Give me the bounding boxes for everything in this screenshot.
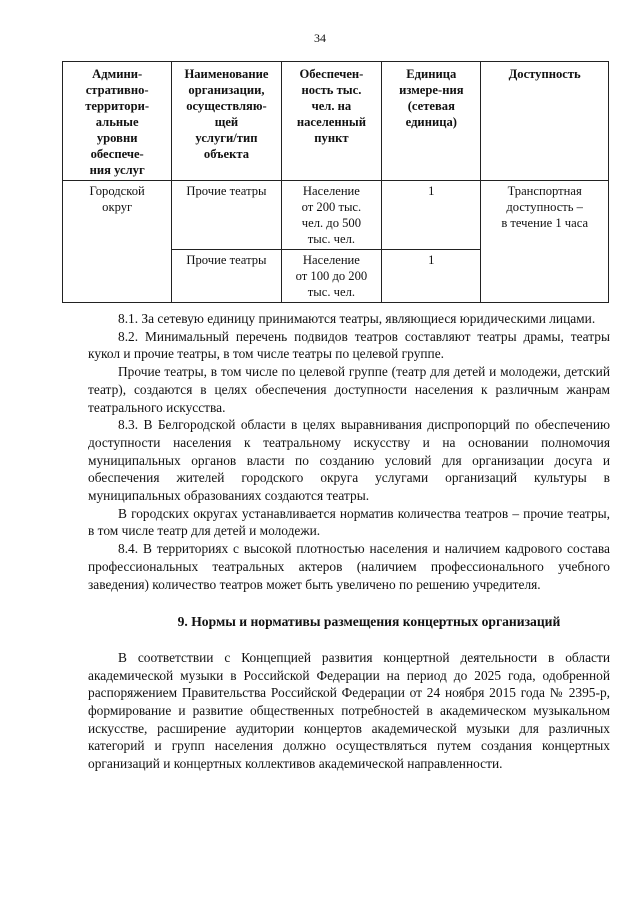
cell-access (481, 181, 609, 303)
section-heading: 9. Нормы и нормативы размещения концертных организаций (177, 614, 561, 630)
paragraph-norm: В городских округах устанавливается норматив количества театров – прочие театры, в том числе театр для детей и молодежи. (88, 505, 610, 539)
header-unit (382, 62, 481, 181)
table-row (63, 181, 609, 250)
header-line: измере-ния (399, 83, 464, 97)
document-body (88, 310, 610, 773)
cell-line: от 100 до 200 (295, 269, 368, 283)
header-line: стративно- (85, 83, 149, 97)
header-line: единица) (405, 115, 457, 129)
cell-line: в течение 1 часа (501, 216, 589, 230)
cell-line: чел. до 500 (301, 216, 362, 230)
header-line: альные (95, 115, 139, 129)
cell-provision (281, 250, 382, 303)
page-number: 34 (314, 31, 326, 45)
header-row (63, 62, 609, 181)
cell-line: Транспортная (507, 184, 582, 198)
table-header (63, 62, 609, 181)
header-line: Доступность (508, 67, 581, 81)
paragraph-8-4: 8.4. В территориях с высокой плотностью населения и наличием кадрового состава профессиональных театральных актеров (наличием профессионального учебного заведения) количество театров может быть увеличено по решению учредителя. (88, 541, 610, 592)
header-provision (281, 62, 382, 181)
cell-provision (281, 181, 382, 250)
header-line: ния услуг (89, 163, 145, 177)
header-line: пункт (314, 131, 349, 145)
cell-name (172, 181, 281, 250)
header-line: чел. на (311, 99, 352, 113)
header-line: осуществляю- (186, 99, 267, 113)
header-line: объекта (203, 147, 249, 161)
cell-line: Городской (89, 184, 145, 198)
paragraph-8-3: 8.3. В Белгородской области в целях выравнивания диспропорций по обеспечению доступности населения к театральному искусству и на основании полномочия муниципальных органов власти по созданию условий для организации досуга и обеспечения жителей городского округа услугами организаций культуры в муниципальных образованиях создаются театры. (88, 417, 610, 504)
header-accessibility (481, 62, 609, 181)
cell-level (63, 181, 172, 303)
header-line: Обеспечен- (299, 67, 364, 81)
header-line: организации, (188, 83, 265, 97)
header-admin-level (63, 62, 172, 181)
cell-name (172, 250, 281, 303)
cell-unit (382, 181, 481, 250)
section-paragraph: В соответствии с Концепцией развития концертной деятельности в области академической музыки в Российской Федерации на период до 2025 года, одобренной распоряжением Правительства Российской Федерации от 24 ноября 2015 года № 2395-р, формирование и развитие общественных потребностей в академическом музыкальном искусстве, расширение аудитории концертов академической музыки для различных категорий и групп населения должно осуществляться путем создания концертных организаций и концертных коллективов академической направленности. (88, 649, 610, 772)
cell-line: тыс. чел. (307, 285, 356, 299)
cell-line: Население (302, 184, 360, 198)
header-organization-name (172, 62, 281, 181)
header-line: обеспече- (90, 147, 144, 161)
header-line: ность тыс. (301, 83, 362, 97)
cell-line: Прочие театры (186, 184, 267, 198)
header-line: уровни (96, 131, 138, 145)
header-line: щей (214, 115, 239, 129)
table-body (63, 181, 609, 303)
cell-line: 1 (428, 184, 435, 198)
cell-line: от 200 тыс. (301, 200, 362, 214)
cell-line: округ (102, 200, 133, 214)
norms-table (62, 61, 609, 303)
paragraph-other-theatres: Прочие театры, в том числе по целевой группе (театр для детей и молодежи, детский театр), создаются в целях обеспечения доступности населения к различным жанрам театрального искусства. (88, 364, 610, 415)
header-line: Админи- (92, 67, 143, 81)
cell-line: Прочие театры (186, 253, 267, 267)
header-line: населенный (296, 115, 366, 129)
header-line: услуги/тип (195, 131, 258, 145)
header-line: территори- (85, 99, 150, 113)
paragraph-8-1: 8.1. За сетевую единицу принимаются театры, являющиеся юридическими лицами. (118, 311, 596, 326)
paragraph-8-2: 8.2. Минимальный перечень подвидов театров составляют театры драмы, театры кукол и прочие театры, в том числе театры по целевой группе. (88, 328, 610, 362)
cell-line: 1 (428, 253, 435, 267)
header-line: (сетевая (407, 99, 455, 113)
header-line: Единица (406, 67, 457, 81)
cell-line: тыс. чел. (307, 232, 356, 246)
cell-line: доступность – (506, 200, 583, 214)
cell-line: Население (302, 253, 360, 267)
cell-unit (382, 250, 481, 303)
header-line: Наименование (184, 67, 269, 81)
